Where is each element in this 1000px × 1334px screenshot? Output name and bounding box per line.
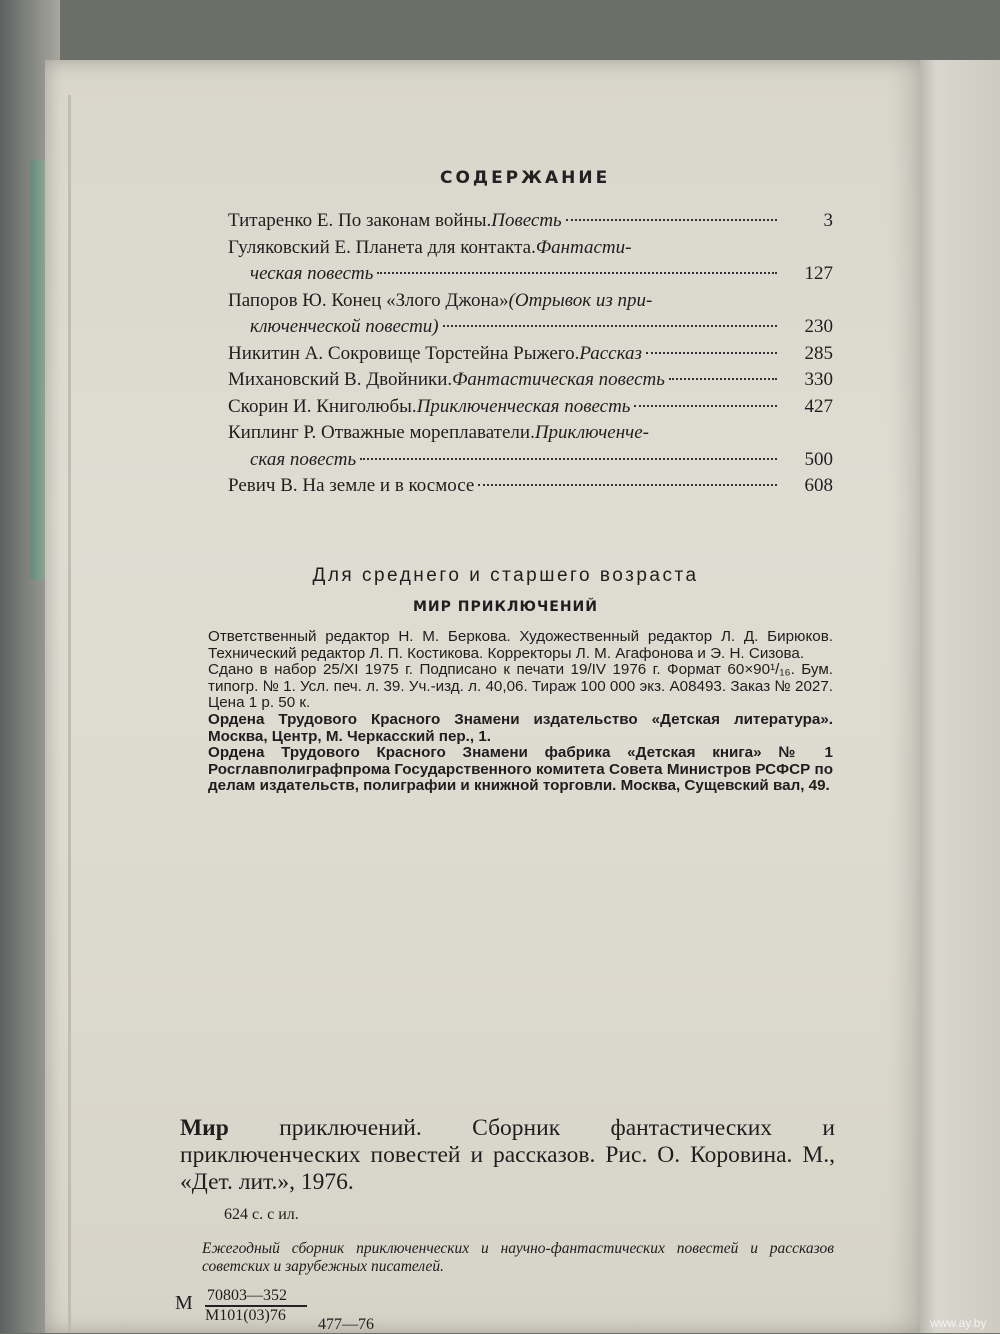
catalog-title-bold: Мир xyxy=(180,1115,229,1141)
toc-entry xyxy=(228,394,833,421)
imprint-block xyxy=(208,565,833,795)
toc-page-number: 3 xyxy=(823,210,833,231)
age-group-line: Для среднего и старшего возраста xyxy=(312,565,699,586)
leader-dots xyxy=(669,378,777,380)
toc-line xyxy=(228,447,833,474)
editors-credits: Ответственный редактор Н. М. Беркова. Художественный редактор Л. Д. Бирюков. Технический редактор Л. П. Костикова. Корректоры Л. М. Агафонова и Э. Н. Сизова. xyxy=(208,628,833,662)
toc-entry xyxy=(228,420,833,473)
leader-dots xyxy=(646,352,777,354)
watermark: www.ay.by xyxy=(930,1316,987,1330)
index-letter: М xyxy=(175,1292,193,1314)
toc-author-title: Ревич В. На земле и в космосе xyxy=(228,475,475,496)
toc-line xyxy=(228,261,833,288)
toc-genre: ческая повесть xyxy=(250,263,374,284)
page-stack-edge xyxy=(68,95,71,1333)
index-suffix: 477—76 xyxy=(318,1316,374,1333)
toc-genre: Приключенческая повесть xyxy=(416,395,631,417)
toc-entry xyxy=(228,341,833,368)
toc-genre: Фантасти- xyxy=(535,236,632,258)
toc-genre: Фантастическая повесть xyxy=(452,369,665,390)
catalog-description xyxy=(180,1115,835,1196)
toc-author-title: Гуляковский Е. Планета для контакта. xyxy=(228,236,536,258)
toc-entry xyxy=(228,367,833,394)
toc-genre: Приключенче- xyxy=(534,422,649,443)
catalog-card xyxy=(180,1115,835,1276)
toc-genre: ключенческой повести) xyxy=(250,316,439,337)
toc-line xyxy=(228,288,833,315)
toc-entry xyxy=(228,288,833,341)
index-numerator: 70803—352 xyxy=(205,1287,307,1307)
print-info: Сдано в набор 25/XI 1975 г. Подписано к печати 19/IV 1976 г. Формат 60×90¹/₁₆. Бум. типогр. № 1. Усл. печ. л. 39. Уч.-изд. л. 40,06. Тираж 100 000 экз. А08493. Заказ № 2027. Цена 1 р. 50 к. xyxy=(208,661,833,712)
index-denominator: М101(03)76 xyxy=(205,1307,286,1324)
toc-page-number: 608 xyxy=(804,475,833,496)
toc-author-title: Титаренко Е. По законам войны. xyxy=(228,210,492,231)
leader-dots xyxy=(566,219,777,221)
catalog-title-rest: приключений. Сборник фантастических и приключенческих повестей и рассказов. Рис. О. Коровина. М., «Дет. лит.», 1976. xyxy=(180,1115,835,1195)
toc-entry xyxy=(228,235,833,288)
toc-line xyxy=(228,341,833,368)
toc-page-number: 285 xyxy=(804,342,833,364)
toc-page-number: 230 xyxy=(804,316,833,337)
toc-page-number: 427 xyxy=(804,395,833,417)
toc-genre: (Отрывок из при- xyxy=(508,289,653,311)
credits-block xyxy=(208,629,833,795)
index-fraction xyxy=(205,1287,307,1325)
toc-genre: ская повесть xyxy=(250,448,357,470)
toc-page-number: 500 xyxy=(804,448,833,470)
toc-line xyxy=(228,473,833,500)
toc-page-number: 330 xyxy=(804,369,833,390)
toc-author-title: Киплинг Р. Отважные мореплаватели. xyxy=(228,422,535,443)
toc-author-title: Папоров Ю. Конец «Злого Джона» xyxy=(228,289,509,311)
toc-line xyxy=(228,235,833,262)
series-title: МИР ПРИКЛЮЧЕНИЙ xyxy=(412,599,598,615)
toc-entry xyxy=(228,208,833,235)
leader-dots xyxy=(443,325,777,327)
catalog-pages: 624 с. с ил. xyxy=(224,1206,299,1223)
toc-heading: СОДЕРЖАНИЕ xyxy=(440,168,611,188)
toc-author-title: Скорин И. Книголюбы. xyxy=(228,395,417,417)
toc-line xyxy=(228,208,833,235)
catalog-annotation: Ежегодный сборник приключенческих и научно-фантастических повестей и рассказов советских и зарубежных писателей. xyxy=(202,1240,834,1275)
toc-genre: Рассказ xyxy=(579,342,642,364)
toc-author-title: Никитин А. Сокровище Торстейна Рыжего. xyxy=(228,342,580,364)
toc-genre: Повесть xyxy=(491,210,562,231)
toc-line xyxy=(228,394,833,421)
toc-line xyxy=(228,367,833,394)
toc-line xyxy=(228,314,833,341)
next-page-edge xyxy=(918,60,1000,1333)
toc-page-number: 127 xyxy=(804,263,833,284)
toc-author-title: Михановский В. Двойники. xyxy=(228,369,453,390)
leader-dots xyxy=(478,484,777,486)
leader-dots xyxy=(634,405,777,407)
table-of-contents xyxy=(228,208,833,500)
publisher-info: Ордена Трудового Красного Знамени издательство «Детская литература». Москва, Центр, М. Черкасский пер., 1. xyxy=(208,710,833,745)
toc-entry xyxy=(228,473,833,500)
printer-info: Ордена Трудового Красного Знамени фабрика «Детская книга» № 1 Росглавполиграфпрома Государственного комитета Совета Министров РСФСР по делам издательств, полиграфии и книжной торговли. Москва, Сущевский вал, 49. xyxy=(208,744,833,795)
toc-line xyxy=(228,420,833,447)
leader-dots xyxy=(360,458,777,460)
leader-dots xyxy=(377,272,777,274)
